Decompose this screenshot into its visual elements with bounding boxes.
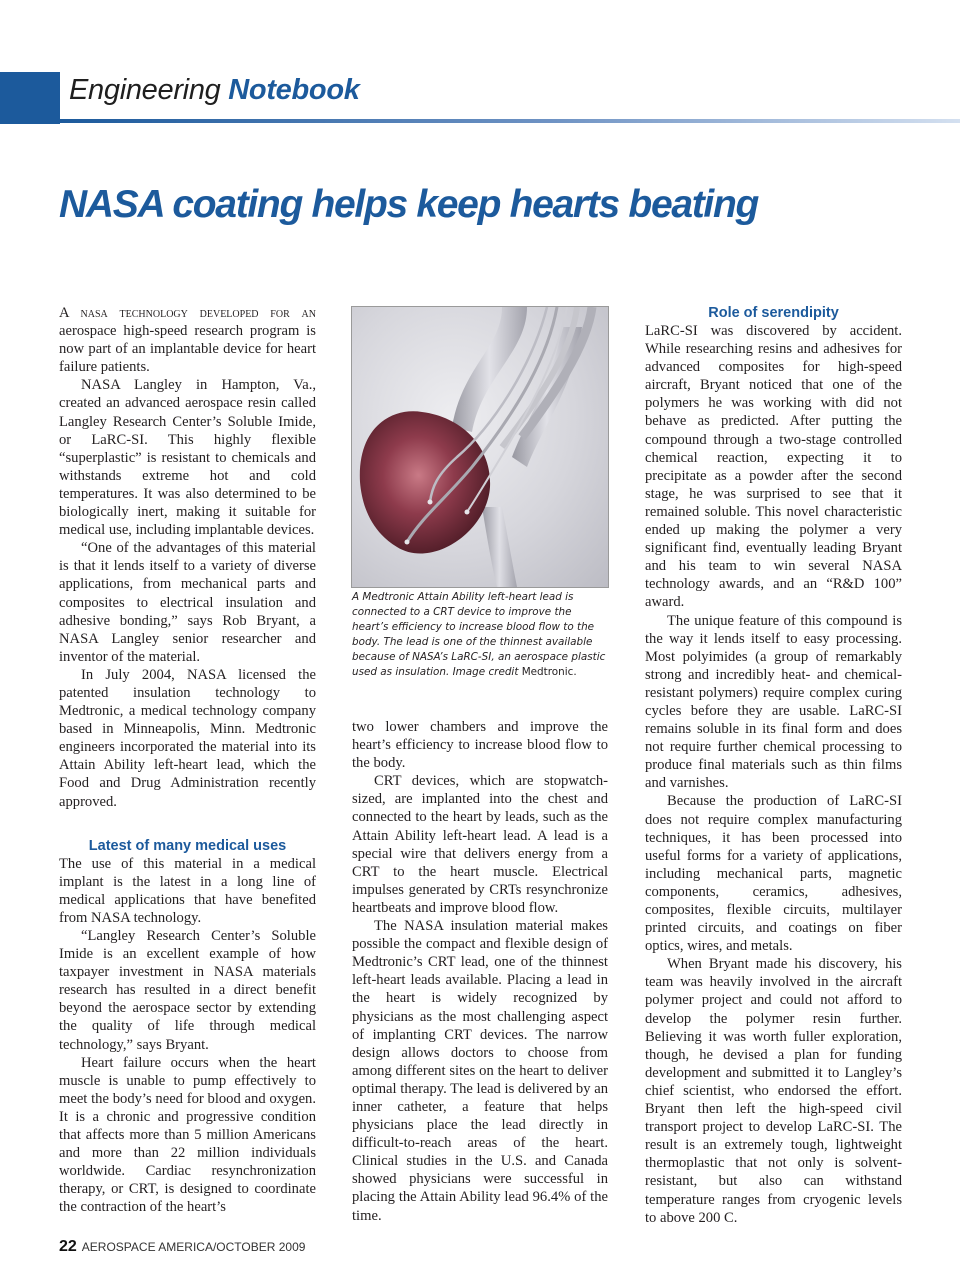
paragraph: LaRC-SI was discovered by accident. While researching resins and adhesives for advanced composites for high-speed aircraft, Bryant noticed that one of the polymers he was working with did not behave as predicted. After putting the compound through a two-stage controlled chemical reaction, expecting it to precipitate as a powder after the second stage, he was surprised to see that it remained soluble. This novel characteristic ended up making the polymer a very significant find, eventually leading Bryant and his team to win several NASA technology awards, and an “R&D 100” award. (645, 323, 902, 611)
paragraph: “One of the advantages of this material is that it lends itself to a variety of diverse applications, from mechanical parts and composites to electrical insulation and adhesive bonding,” says Rob Bryant, a NASA Langley senior researcher and inventor of the material. (59, 540, 316, 665)
lead-in-smallcaps: A nasa technology developed for an (59, 305, 316, 321)
subheading-medical-uses: Latest of many medical uses (88, 837, 287, 854)
section-header-bar (0, 72, 60, 124)
paragraph: The unique feature of this compound is the way it lends itself to easy processing. Most polyimides (a group of remarkably strong and incredibly heat- and chemical-resistant polymers) require complex curing cycles before they are usable. LaRC-SI remains soluble in its final form and does not require further chemical processing to produce final materials such as thin films and varnishes. (645, 612, 902, 792)
paragraph: CRT devices, which are stopwatch-sized, are implanted into the chest and connected to the heart by leads, such as the Attain Ability left-heart lead. A lead is a special wire that delivers energy from a CRT to the heart muscle. Electrical impulses generated by CRTs resynchronize heartbeats and improve blood flow. (352, 773, 608, 916)
paragraph: A nasa technology developed for an aerospace high-speed research program is now part of an implantable device for heart failure patients. (59, 305, 316, 376)
paragraph: The NASA insulation material makes possible the compact and flexible design of Medtronic’s CRT lead, one of the thinnest left-heart leads available. Placing a lead in the heart is widely recognized by physicians as the most challenging aspect of implanting CRT devices. The narrow design allows doctors to choose from among different sites on the heart to deliver optimal therapy. The lead is delivered by an inner catheter, a feature that helps physicians place the lead directly in difficult-to-reach areas of the heart. Clinical studies in the U.S. and Canada showed physicians were successful in placing the Attain Ability lead 96.4% of the time. (352, 918, 608, 1224)
section-header-rule (60, 119, 960, 123)
paragraph: The use of this material in a medical implant is the latest in a long line of medical applications that have benefited from NASA technology. (59, 855, 316, 926)
paragraph: NASA Langley in Hampton, Va., created an advanced aerospace resin called Langley Research Center’s Soluble Imide, or LaRC-SI. This highly flexible “superplastic” is resistant to chemicals and withstands extreme hot and cold temperatures. It was also determined to be biologically inert, making it suitable for medical use, including implantable devices. (59, 377, 316, 539)
paragraph: Heart failure occurs when the heart muscle is unable to pump effectively to meet the body’s need for blood and oxygen. It is a chronic and progressive condition that affects more than 5 million Americans and more than 22 million individuals worldwide. Cardiac resynchronization therapy, or CRT, is designed to coordinate the contraction of the heart’s (59, 1054, 316, 1216)
page-number: 22 (59, 1238, 77, 1255)
paragraph: In July 2004, NASA licensed the patented insulation technology to Medtronic, a medical technology company based in Minneapolis, Minn. Medtronic engineers incorporated the material into its Attain Ability left-heart lead, which the Food and Drug Administration recently approved. (59, 666, 316, 810)
article-column-3 (645, 304, 902, 1227)
medtronic-heart-lead-illustration (351, 306, 609, 588)
paragraph: “Langley Research Center’s Soluble Imide is an excellent example of how taxpayer investment in NASA materials research has resulted in a direct benefit beyond the aerospace sector by extending the quality of life through medical technology,” says Bryant. (59, 928, 316, 1053)
heart-lead-image (352, 307, 608, 587)
publication-info: AEROSPACE AMERICA/OCTOBER 2009 (81, 1240, 306, 1254)
image-credit: Medtronic. (521, 666, 577, 678)
subheading-serendipity: Role of serendipity (708, 305, 839, 321)
section-label-light: Engineering (69, 74, 221, 106)
article-column-2 (352, 718, 608, 1225)
article-column-1 (59, 304, 316, 1217)
paragraph: When Bryant made his discovery, his team was heavily involved in the aircraft polymer project and could not afford to develop the polymer resin further. Believing it was worth fuller exploration, though, he devised a plan for funding development and submitted it to Langley’s chief scientist, who endorsed the effort. Bryant then left the high-speed civil transport project to develop LaRC-SI. The result is an extremely tough, lightweight thermoplastic that not only is solvent-resistant, but also can withstand temperature ranges from cryogenic levels to above 200 C. (645, 956, 902, 1226)
paragraph: Because the production of LaRC-SI does not require complex manufacturing techniques, it has been processed into useful forms for a variety of applications, including mechanical parts, magnetic components, ceramics, adhesives, composites, flexible circuits, multilayer printed circuits, and coatings on fiber optics, wires, and metals. (645, 793, 902, 955)
page-footer (59, 1238, 305, 1256)
section-label-bold: Notebook (228, 74, 360, 106)
article-headline: NASA coating helps keep hearts beating (59, 183, 758, 226)
section-header (69, 74, 360, 107)
paragraph: two lower chambers and improve the heart’s efficiency to increase blood flow to the body. (352, 719, 608, 772)
figure-caption: A Medtronic Attain Ability left-heart lead is connected to a CRT device to improve the heart’s efficiency to increase blood flow to the body. The lead is one of the thinnest available because of NASA’s LaRC-SI, an aerospace plastic used as insulation. Image credit Medtronic. (352, 591, 606, 678)
